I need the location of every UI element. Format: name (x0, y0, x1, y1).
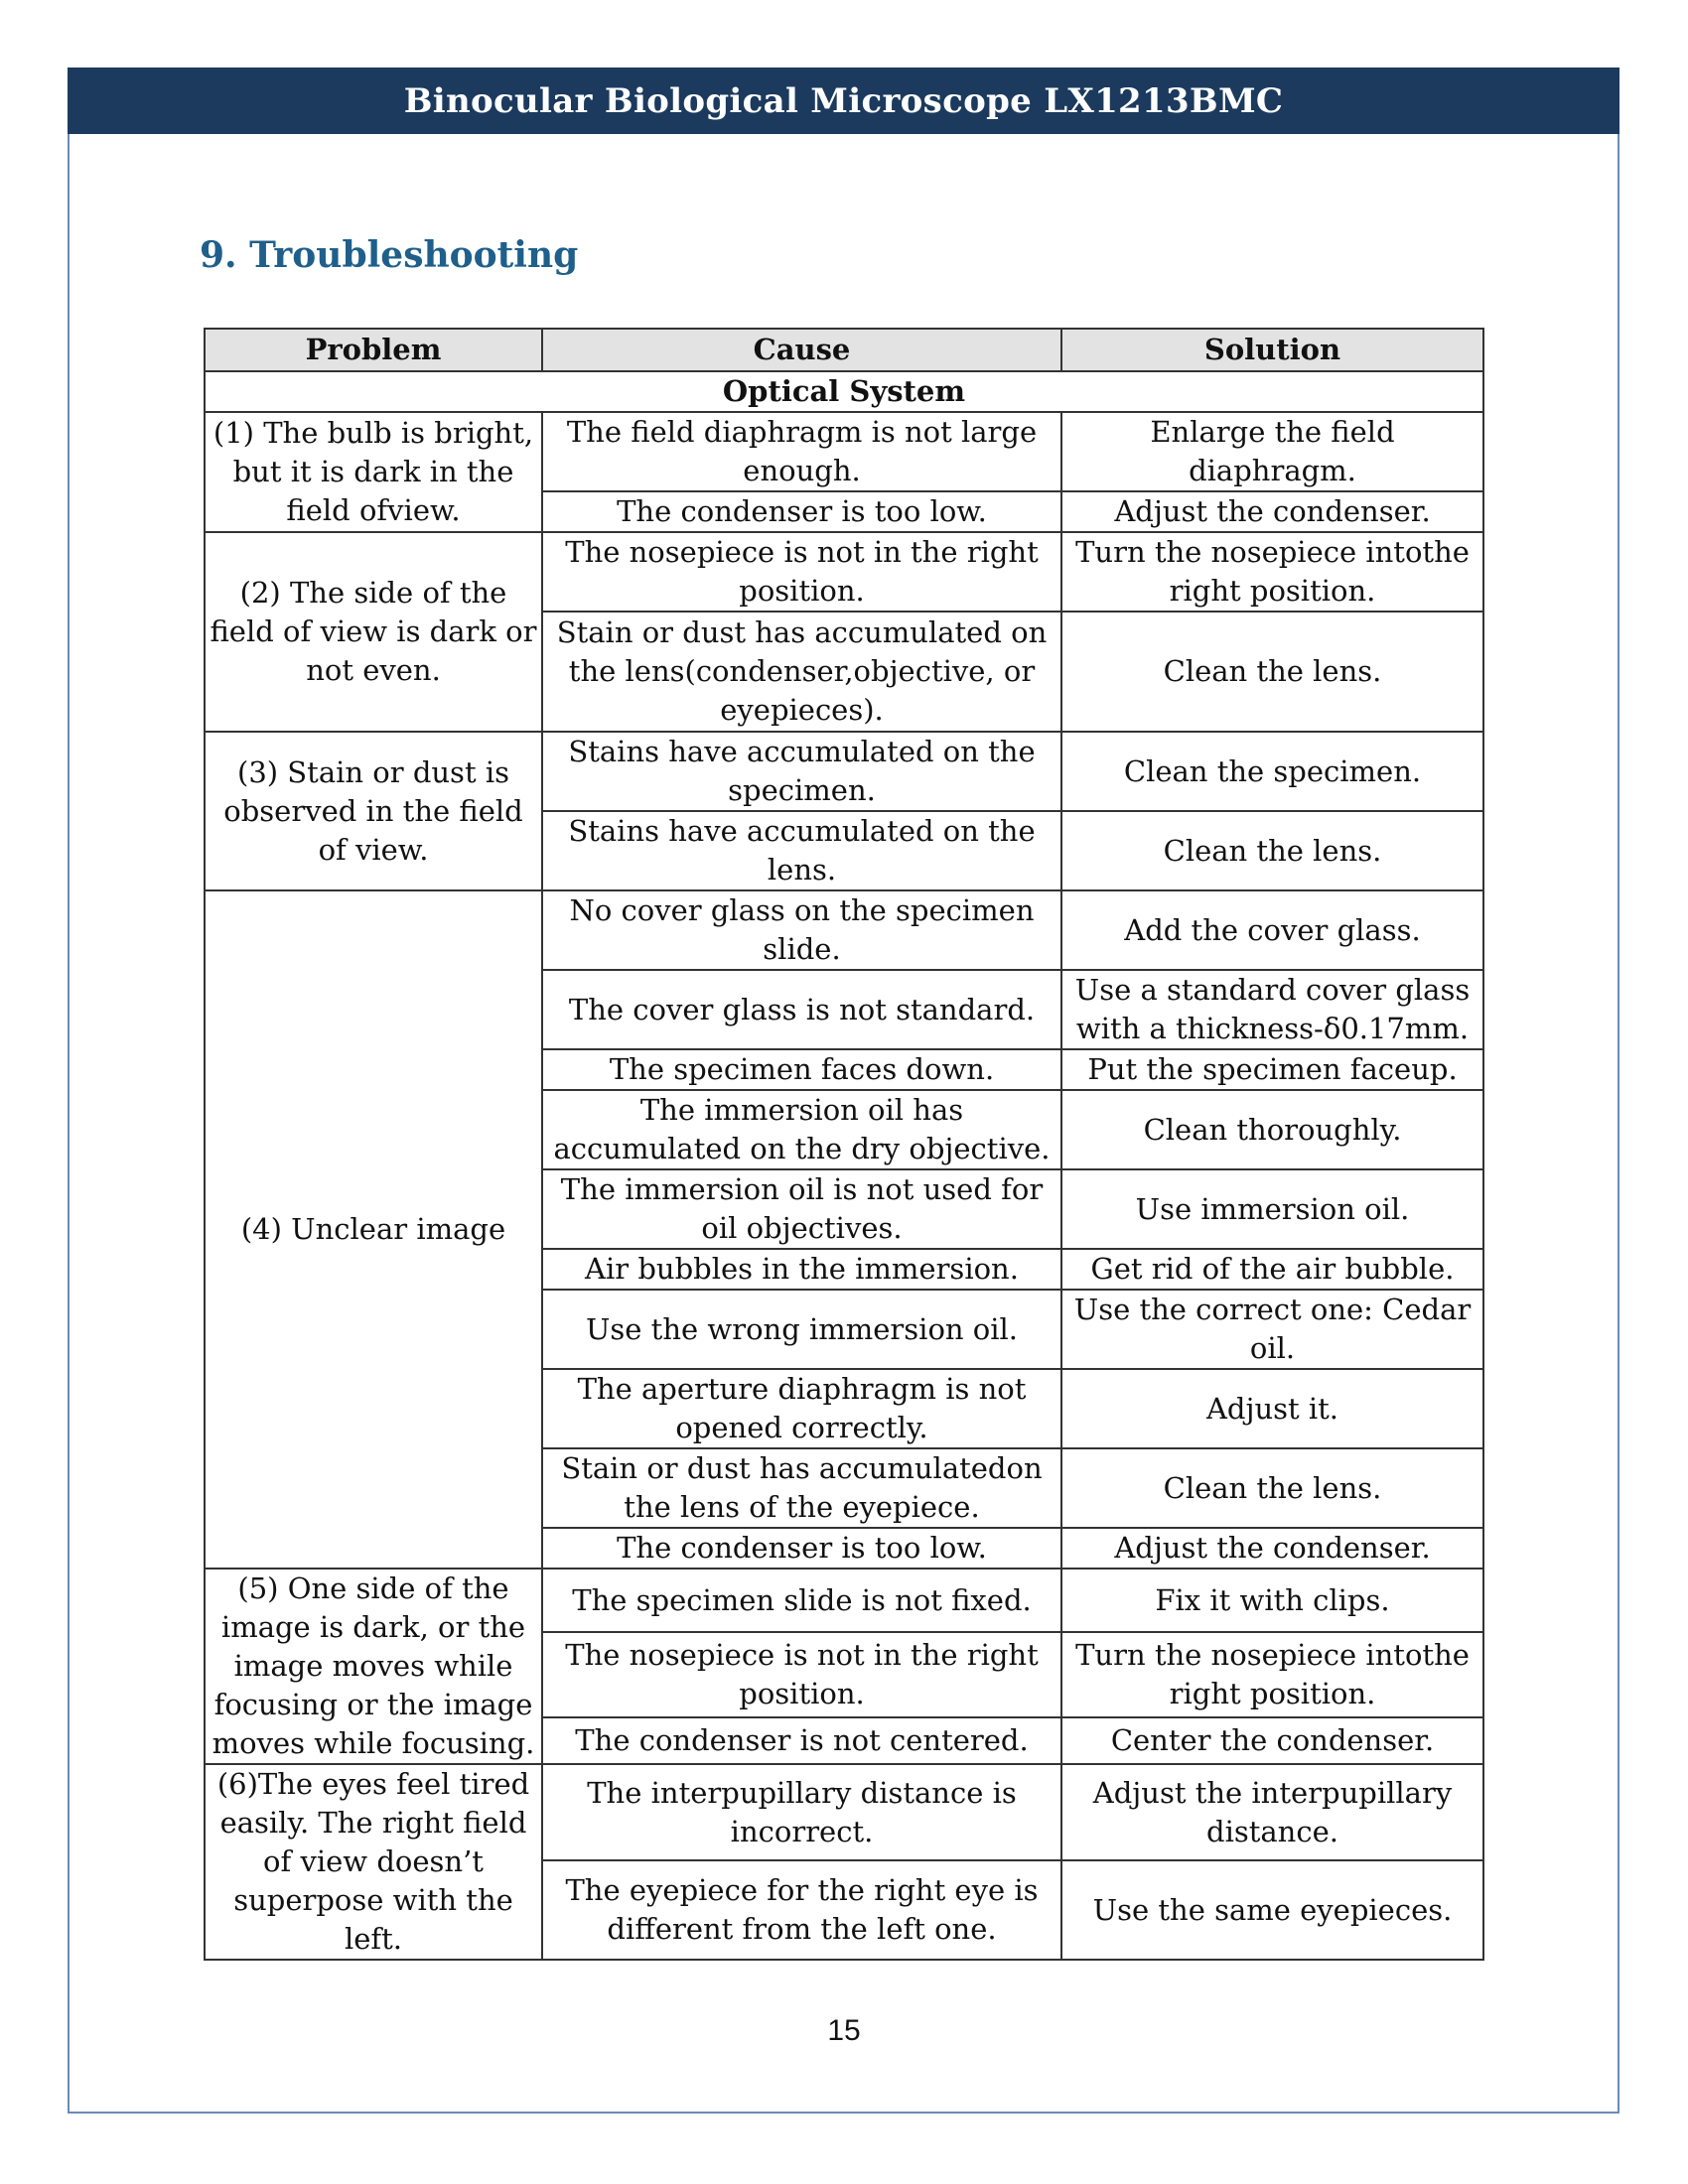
problem-cell: (1) The bulb is bright, but it is dark in the field ofview. (205, 412, 542, 532)
problem-cell: (3) Stain or dust is observed in the field of view. (205, 732, 542, 890)
solution-cell: Use a standard cover glass with a thickness-δ0.17mm. (1061, 970, 1483, 1049)
solution-cell: Turn the nosepiece intothe right position. (1061, 532, 1483, 612)
solution-cell: Adjust the condenser. (1061, 491, 1483, 532)
problem-cell: (5) One side of the image is dark, or the image moves while focusing or the image moves while focusing. (205, 1569, 542, 1764)
solution-cell: Adjust it. (1061, 1369, 1483, 1448)
table-row (205, 1569, 1483, 1632)
cause-cell: The immersion oil is not used for oil objectives. (542, 1169, 1061, 1249)
cause-cell: The specimen slide is not fixed. (542, 1569, 1061, 1632)
solution-cell: Clean the lens. (1061, 1448, 1483, 1528)
subheading-row (205, 371, 1483, 412)
cause-cell: The condenser is not centered. (542, 1717, 1061, 1764)
section-title: 9. Troubleshooting (200, 234, 579, 276)
solution-cell: Enlarge the field diaphragm. (1061, 412, 1483, 491)
table-row (205, 412, 1483, 491)
document-title: Binocular Biological Microscope LX1213BMC (403, 80, 1284, 121)
column-header-problem: Problem (205, 329, 542, 371)
cause-cell: The eyepiece for the right eye is different from the left one. (542, 1860, 1061, 1960)
solution-cell: Use the same eyepieces. (1061, 1860, 1483, 1960)
solution-cell: Clean thoroughly. (1061, 1090, 1483, 1169)
problem-cell: (2) The side of the field of view is dark or not even. (205, 532, 542, 732)
solution-cell: Clean the lens. (1061, 612, 1483, 732)
cause-cell: Use the wrong immersion oil. (542, 1290, 1061, 1369)
solution-cell: Add the cover glass. (1061, 890, 1483, 970)
table-body (205, 371, 1483, 1960)
solution-cell: Use the correct one: Cedar oil. (1061, 1290, 1483, 1369)
problem-cell: (4) Unclear image (205, 890, 542, 1569)
solution-cell: Put the specimen faceup. (1061, 1049, 1483, 1090)
solution-cell: Use immersion oil. (1061, 1169, 1483, 1249)
column-header-cause: Cause (542, 329, 1061, 371)
subheading-optical-system: Optical System (205, 371, 1483, 412)
table-row (205, 732, 1483, 811)
solution-cell: Turn the nosepiece intothe right position. (1061, 1632, 1483, 1717)
document-header (68, 68, 1619, 134)
cause-cell: The field diaphragm is not large enough. (542, 412, 1061, 491)
cause-cell: Stain or dust has accumulated on the lens(condenser,objective, or eyepieces). (542, 612, 1061, 732)
solution-cell: Adjust the interpupillary distance. (1061, 1764, 1483, 1860)
table-row (205, 1764, 1483, 1860)
column-header-solution: Solution (1061, 329, 1483, 371)
table-header (205, 329, 1483, 371)
solution-cell: Adjust the condenser. (1061, 1528, 1483, 1569)
solution-cell: Clean the lens. (1061, 811, 1483, 890)
cause-cell: The cover glass is not standard. (542, 970, 1061, 1049)
cause-cell: The specimen faces down. (542, 1049, 1061, 1090)
cause-cell: The condenser is too low. (542, 1528, 1061, 1569)
cause-cell: The aperture diaphragm is not opened correctly. (542, 1369, 1061, 1448)
troubleshooting-table (204, 328, 1484, 1961)
cause-cell: Stains have accumulated on the specimen. (542, 732, 1061, 811)
solution-cell: Center the condenser. (1061, 1717, 1483, 1764)
solution-cell: Fix it with clips. (1061, 1569, 1483, 1632)
table-header-row (205, 329, 1483, 371)
cause-cell: The immersion oil has accumulated on the dry objective. (542, 1090, 1061, 1169)
cause-cell: The nosepiece is not in the right position. (542, 1632, 1061, 1717)
page-number: 15 (827, 2014, 861, 2047)
cause-cell: Air bubbles in the immersion. (542, 1249, 1061, 1290)
cause-cell: The nosepiece is not in the right position. (542, 532, 1061, 612)
cause-cell: Stains have accumulated on the lens. (542, 811, 1061, 890)
table-row (205, 532, 1483, 612)
cause-cell: No cover glass on the specimen slide. (542, 890, 1061, 970)
solution-cell: Get rid of the air bubble. (1061, 1249, 1483, 1290)
solution-cell: Clean the specimen. (1061, 732, 1483, 811)
cause-cell: Stain or dust has accumulatedon the lens of the eyepiece. (542, 1448, 1061, 1528)
table-row (205, 890, 1483, 970)
cause-cell: The condenser is too low. (542, 491, 1061, 532)
problem-cell: (6)The eyes feel tired easily. The right field of view doesn’t superpose with the left. (205, 1764, 542, 1960)
cause-cell: The interpupillary distance is incorrect. (542, 1764, 1061, 1860)
